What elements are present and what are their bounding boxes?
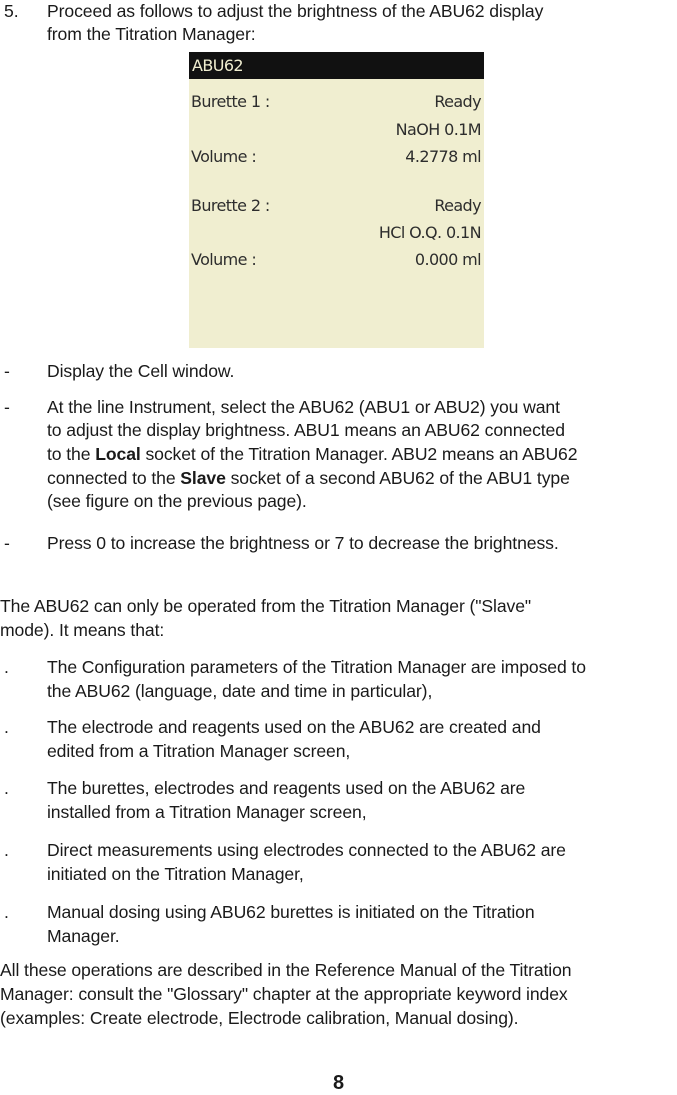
dash-marker: - <box>4 361 10 381</box>
slave-point-text: The Configuration parameters of the Titration Manager are imposed to <box>47 657 586 677</box>
instruction-text: to adjust the display brightness. ABU1 means an ABU62 connected <box>47 420 565 440</box>
dot-marker: . <box>4 717 9 737</box>
burette2-reagent: HCl O.Q. 0.1N <box>378 223 481 242</box>
text-run: socket of the Titration Manager. ABU2 means an ABU62 <box>140 444 578 464</box>
instruction-text: Press 0 to increase the brightness or 7 to decrease the brightness. <box>47 533 559 553</box>
slave-point-text: edited from a Titration Manager screen, <box>47 741 351 761</box>
volume1-value: 4.2778 ml <box>405 147 481 166</box>
slave-point-text: The burettes, electrodes and reagents used on the ABU62 are <box>47 778 526 798</box>
dash-marker: - <box>4 397 10 417</box>
instruction-text <box>47 443 677 466</box>
burette2-label: Burette 2 : <box>191 196 270 215</box>
instruction-text: (see figure on the previous page). <box>47 491 307 511</box>
text-run: connected to the <box>47 468 181 488</box>
volume2-label: Volume : <box>191 250 257 269</box>
dash-marker: - <box>4 533 10 553</box>
closing-paragraph: Manager: consult the "Glossary" chapter at the appropriate keyword index <box>0 984 568 1004</box>
closing-paragraph: (examples: Create electrode, Electrode calibration, Manual dosing). <box>0 1008 519 1028</box>
volume1-label: Volume : <box>191 147 257 166</box>
text-run: socket of a second ABU62 of the ABU1 type <box>225 468 570 488</box>
slave-point-text: Manual dosing using ABU62 burettes is initiated on the Titration <box>47 902 535 922</box>
local-socket-term: Local <box>95 444 141 464</box>
slave-point-text: Direct measurements using electrodes connected to the ABU62 are <box>47 840 566 860</box>
burette1-row <box>189 90 484 114</box>
volume2-value: 0.000 ml <box>414 250 481 269</box>
step-text-line-1: Proceed as follows to adjust the brightness of the ABU62 display <box>47 1 544 21</box>
burette2-status: Ready <box>434 196 481 215</box>
burette2-reagent-row <box>189 221 484 245</box>
step-number: 5. <box>4 1 19 21</box>
burette1-reagent-row <box>189 118 484 142</box>
step-text-line-2: from the Titration Manager: <box>47 24 256 44</box>
slave-point-text: Manager. <box>47 926 120 946</box>
dot-marker: . <box>4 840 9 860</box>
volume2-row <box>189 248 484 272</box>
slave-mode-intro: The ABU62 can only be operated from the Titration Manager ("Slave" <box>0 596 532 616</box>
slave-mode-intro: mode). It means that: <box>0 620 165 640</box>
text-run: to the <box>47 444 96 464</box>
instruction-text: Display the Cell window. <box>47 361 235 381</box>
display-title: ABU62 <box>189 52 484 79</box>
dot-marker: . <box>4 778 9 798</box>
slave-point-text: The electrode and reagents used on the ABU62 are created and <box>47 717 541 737</box>
page-number: 8 <box>332 1072 345 1094</box>
instruction-text <box>47 467 677 490</box>
instruction-text: At the line Instrument, select the ABU62 (ABU1 or ABU2) you want <box>47 397 560 417</box>
slave-point-text: installed from a Titration Manager screen, <box>47 802 367 822</box>
burette1-status: Ready <box>434 92 481 111</box>
slave-point-text: initiated on the Titration Manager, <box>47 864 304 884</box>
dot-marker: . <box>4 902 9 922</box>
slave-point-text: the ABU62 (language, date and time in particular), <box>47 681 433 701</box>
slave-socket-term: Slave <box>180 468 226 488</box>
abu62-display-figure <box>189 52 484 348</box>
burette1-label: Burette 1 : <box>191 92 270 111</box>
burette1-reagent: NaOH 0.1M <box>395 120 481 139</box>
dot-marker: . <box>4 657 9 677</box>
closing-paragraph: All these operations are described in the Reference Manual of the Titration <box>0 960 572 980</box>
volume1-row <box>189 145 484 169</box>
burette2-row <box>189 194 484 218</box>
